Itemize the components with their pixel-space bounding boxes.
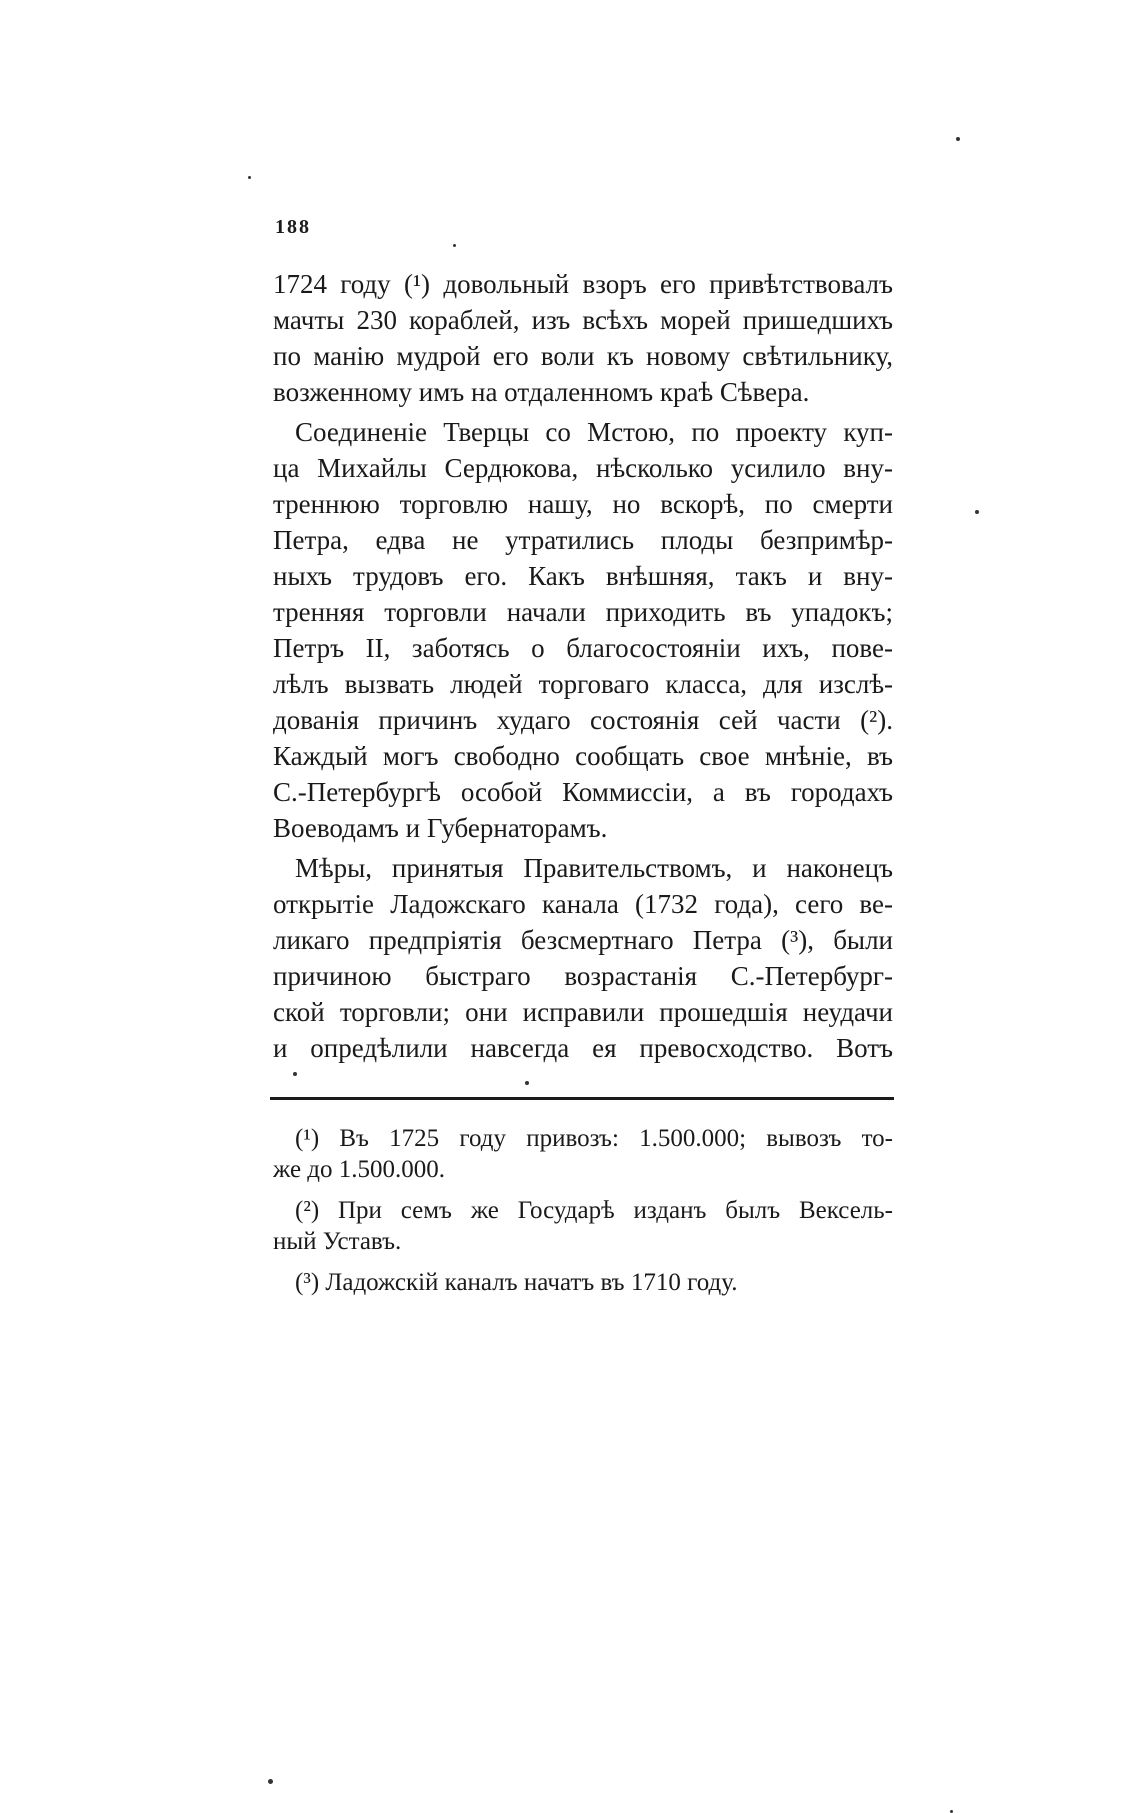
text-line: 1724 году (¹) довольный взоръ его привѣтствовалъ — [273, 269, 893, 299]
text-line: дованія причинъ худаго состоянія сей части (²). — [273, 705, 893, 735]
text-line: Петръ II, заботясь о благосостояніи ихъ, пове- — [273, 633, 893, 663]
scan-speck — [268, 1779, 273, 1784]
text-line: тренняя торговли начали приходить въ упадокъ; — [273, 597, 893, 627]
footnote-line: (²) При семъ же Государѣ изданъ былъ Вексель- — [295, 1197, 893, 1224]
text-line: Каждый могъ свободно сообщать свое мнѣніе, въ — [273, 741, 893, 771]
footnote-divider — [270, 1097, 894, 1100]
text-line: Воеводамъ и Губернаторамъ. — [273, 813, 608, 843]
text-line: ликаго предпріятія безсмертнаго Петра (³), были — [273, 925, 893, 955]
scan-speck — [248, 176, 251, 179]
text-line: и опредѣлили навсегда ея превосходство. Вотъ — [273, 1033, 893, 1063]
text-line: мачты 230 кораблей, изъ всѣхъ морей пришедшихъ — [273, 305, 893, 335]
text-line: Соединеніе Тверцы со Мстою, по проекту куп- — [295, 417, 893, 447]
text-line: открытіе Ладожскаго канала (1732 года), сего ве- — [273, 889, 893, 919]
footnote-line: ный Уставъ. — [273, 1228, 402, 1255]
scan-speck — [453, 244, 456, 247]
text-line: Мѣры, принятыя Правительствомъ, и наконецъ — [295, 853, 893, 883]
footnote-line: (¹) Въ 1725 году привозъ: 1.500.000; вывозъ то- — [295, 1125, 893, 1152]
text-line: С.-Петербургѣ особой Коммиссіи, а въ городахъ — [273, 777, 893, 807]
text-line: по манію мудрой его воли къ новому свѣтильнику, — [273, 341, 893, 371]
text-line: ца Михайлы Сердюкова, нѣсколько усилило вну- — [273, 453, 893, 483]
scan-speck — [956, 137, 960, 141]
scan-speck — [975, 510, 979, 514]
text-line: возженному имъ на отдаленномъ краѣ Сѣвера. — [273, 377, 810, 407]
footnote-line: (³) Ладожскій каналъ начатъ въ 1710 году. — [295, 1269, 738, 1296]
scan-speck — [525, 1081, 529, 1085]
text-line: треннюю торговлю нашу, но вскорѣ, по смерти — [273, 489, 893, 519]
main-text — [273, 266, 893, 1066]
page-number: 188 — [275, 216, 311, 238]
text-line: ныхъ трудовъ его. Какъ внѣшняя, такъ и вну- — [273, 561, 893, 591]
footnote-line: же до 1.500.000. — [273, 1156, 446, 1183]
text-line: ской торговли; они исправили прошедшія неудачи — [273, 997, 893, 1027]
footnotes — [273, 1123, 893, 1298]
text-line: лѣлъ вызвать людей торговаго класса, для изслѣ- — [273, 669, 893, 699]
scan-speck — [293, 1072, 297, 1076]
text-line: Петра, едва не утратились плоды безпримѣр- — [273, 525, 893, 555]
text-line: причиною быстраго возрастанія С.-Петербург- — [273, 961, 893, 991]
